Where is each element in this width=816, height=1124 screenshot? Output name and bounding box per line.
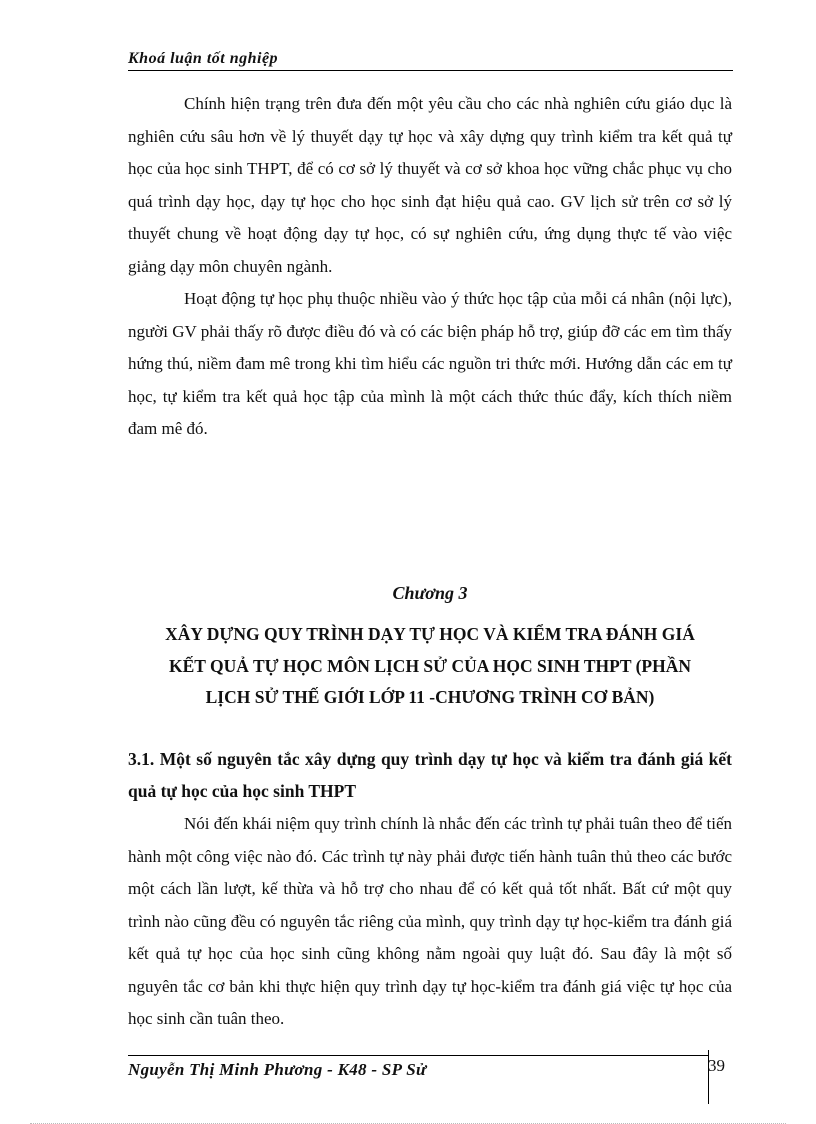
footer-author: Nguyễn Thị Minh Phương - K48 - SP Sử: [128, 1060, 427, 1079]
chapter-heading-line-1: XÂY DỰNG QUY TRÌNH DẠY TỰ HỌC VÀ KIỂM TRA ĐÁNH GIÁ: [165, 624, 695, 644]
body-paragraph-1: Chính hiện trạng trên đưa đến một yêu cầu cho các nhà nghiên cứu giáo dục là nghiên cứu sâu hơn về lý thuyết dạy tự học và xây dựng quy trình kiểm tra kết quả tự học của học sinh THPT, để có cơ sở lý thuyết và cơ sở khoa học vững chắc phục vụ cho quá trình dạy học, dạy tự học cho học sinh đạt hiệu quả cao. GV lịch sử trên cơ sở lý thuyết chung về hoạt động dạy tự học, có sự nghiên cứu, ứng dụng thực tế vào việc giảng dạy môn chuyên ngành.: [128, 94, 732, 276]
chapter-heading-line-3: LỊCH SỬ THẾ GIỚI LỚP 11 -CHƯƠNG TRÌNH CƠ BẢN): [205, 687, 655, 707]
body-paragraph-2: Hoạt động tự học phụ thuộc nhiều vào ý thức học tập của mỗi cá nhân (nội lực), người GV phải thấy rõ được điều đó và có các biện pháp hỗ trợ, giúp đỡ các em tìm thấy hứng thú, niềm đam mê trong khi tìm hiểu các nguồn tri thức mới. Hướng dẫn các em tự học, tự kiểm tra kết quả học tập của mình là một cách thức thúc đẩy, kích thích niềm đam mê đó.: [128, 289, 732, 438]
page-header: [128, 48, 733, 71]
footer-divider: [128, 1055, 708, 1056]
header-title: Khoá luận tốt nghiệp: [128, 50, 279, 67]
chapter-label: Chương 3: [392, 583, 468, 603]
section-heading: 3.1. Một số nguyên tắc xây dựng quy trình dạy tự học và kiểm tra đánh giá kết quả tự học của học sinh THPT: [128, 749, 732, 801]
chapter-heading: [128, 619, 732, 714]
page-number: 39: [708, 1056, 725, 1075]
section-paragraph: Nói đến khái niệm quy trình chính là nhắc đến các trình tự phải tuân theo để tiến hành một công việc nào đó. Các trình tự này phải được tiến hành tuân thủ theo các bước một cách lần lượt, kế thừa và hỗ trợ cho nhau để có kết quả tốt nhất. Bất cứ một quy trình nào cũng đều có nguyên tắc riêng của mình, quy trình dạy tự học-kiểm tra đánh giá kết quả tự học của học sinh cũng không nằm ngoài quy luật đó. Sau đây là một số nguyên tắc cơ bản khi thực hiện quy trình dạy tự học-kiểm tra đánh giá việc tự học của học sinh cần tuân theo.: [128, 814, 732, 1028]
chapter-heading-line-2: KẾT QUẢ TỰ HỌC MÔN LỊCH SỬ CỦA HỌC SINH THPT (PHẦN: [169, 655, 691, 676]
